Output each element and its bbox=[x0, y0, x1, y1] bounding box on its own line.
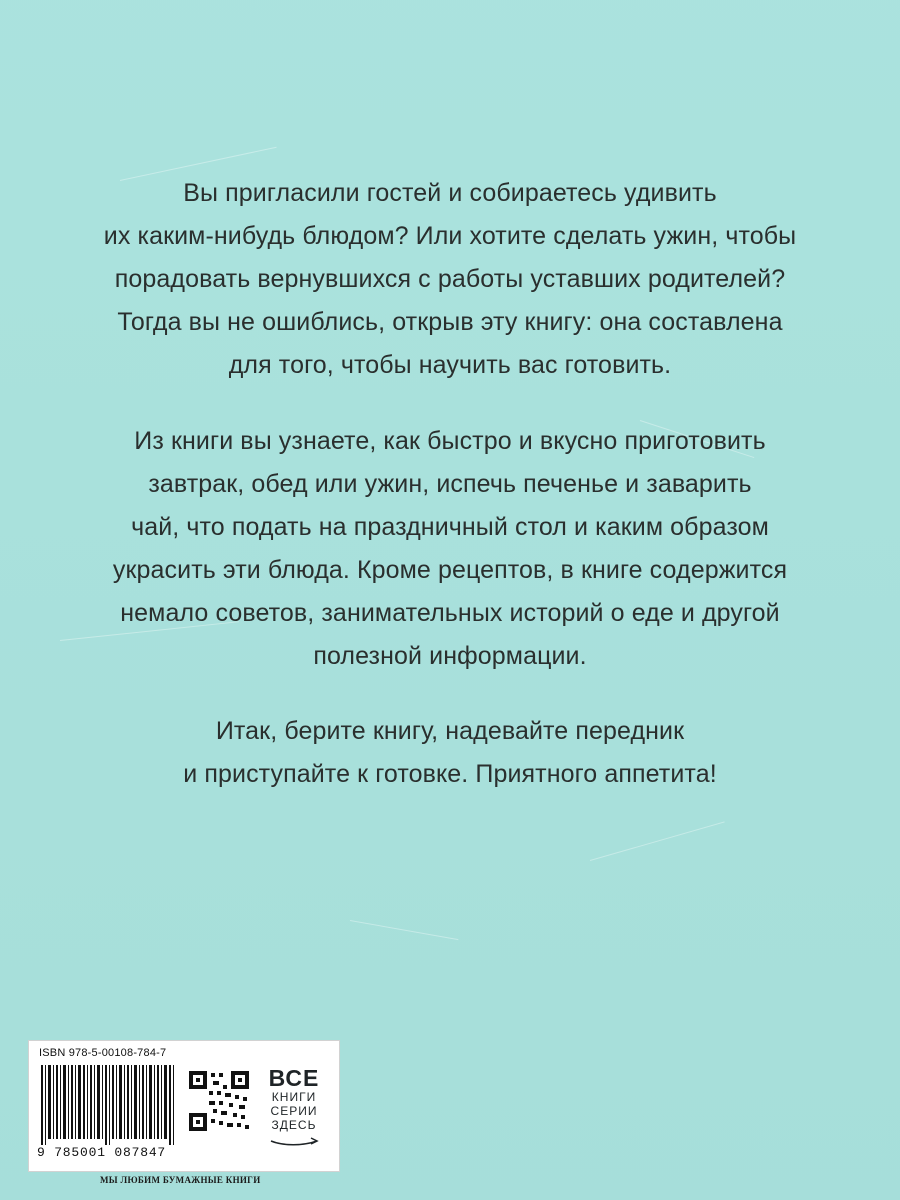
motto-text: МЫ ЛЮБИМ БУМАЖНЫЕ КНИГИ bbox=[100, 1175, 261, 1185]
series-line: СЕРИИ bbox=[270, 1104, 318, 1118]
closing-paragraph bbox=[80, 710, 820, 796]
paragraph-line: украсить эти блюда. Кроме рецептов, в книге содержится bbox=[112, 556, 788, 584]
barcode-number: 9 785001 087847 bbox=[37, 1145, 167, 1160]
qr-code-icon bbox=[185, 1067, 253, 1135]
paragraph-line: немало советов, занимательных историй о еде и другой bbox=[120, 599, 780, 627]
series-badge bbox=[259, 1067, 329, 1155]
paragraph-line: чай, что подать на праздничный стол и каким образом bbox=[131, 513, 769, 541]
content-paragraph bbox=[80, 420, 820, 678]
paragraph-line: и приступайте к готовке. Приятного аппетита! bbox=[183, 760, 717, 788]
paragraph-line: Итак, берите книгу, надевайте передник bbox=[215, 717, 685, 745]
barcode-icon bbox=[39, 1065, 179, 1145]
paragraph-line: полезной информации. bbox=[313, 642, 587, 670]
arrow-icon bbox=[259, 1134, 329, 1148]
isbn-label bbox=[28, 1040, 340, 1172]
paragraph-line: для того, чтобы научить вас готовить. bbox=[228, 351, 672, 379]
intro-paragraph bbox=[80, 172, 820, 387]
series-line: ЗДЕСЬ bbox=[271, 1118, 317, 1132]
series-line: КНИГИ bbox=[271, 1090, 317, 1104]
paragraph-line: Из книги вы узнаете, как быстро и вкусно приготовить bbox=[134, 427, 766, 455]
paragraph-line: Тогда вы не ошиблись, открыв эту книгу: она составлена bbox=[117, 308, 783, 336]
paragraph-line: Вы пригласили гостей и собираетесь удивить bbox=[183, 179, 717, 207]
isbn-text: ISBN 978-5-00108-784-7 bbox=[39, 1047, 167, 1059]
paragraph-line: их каким-нибудь блюдом? Или хотите сделать ужин, чтобы bbox=[103, 222, 797, 250]
series-title: ВСЕ bbox=[268, 1065, 320, 1091]
paragraph-line: порадовать вернувшихся с работы уставших родителей? bbox=[114, 265, 786, 293]
paragraph-line: завтрак, обед или ужин, испечь печенье и заварить bbox=[148, 470, 752, 498]
